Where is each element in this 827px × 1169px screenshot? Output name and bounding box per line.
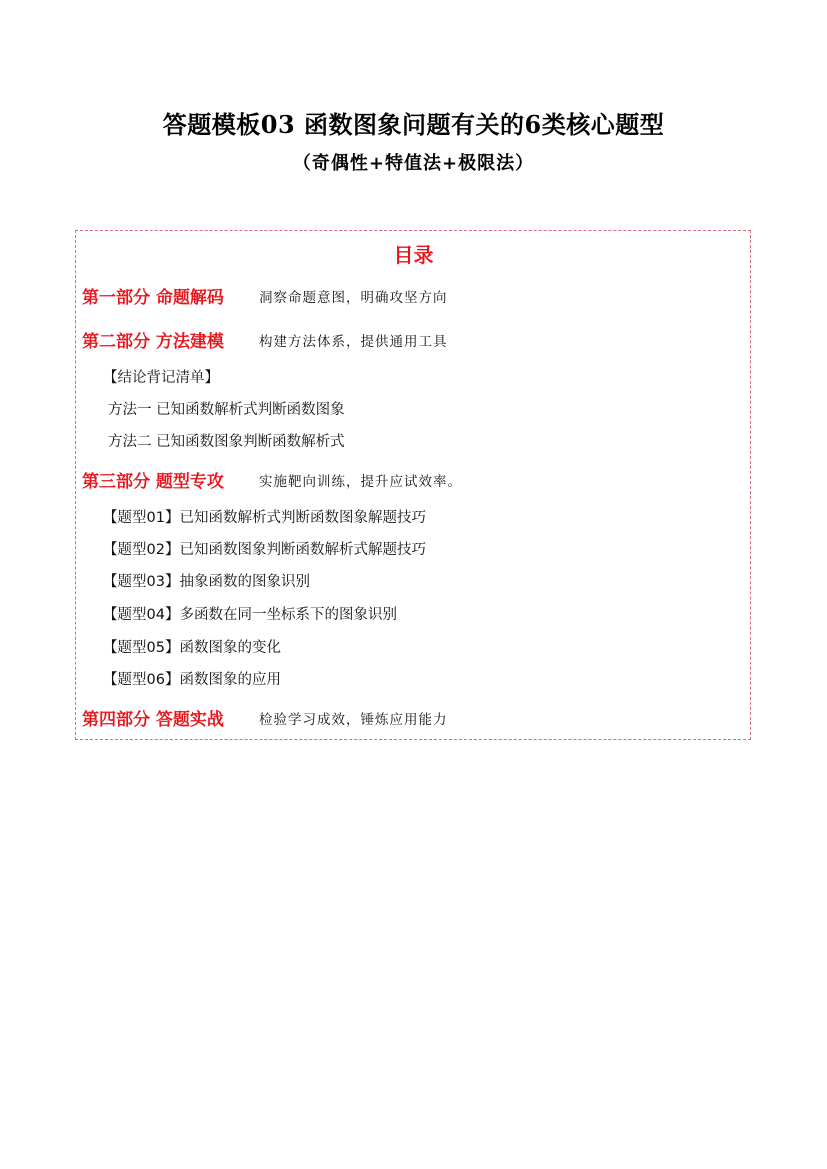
part2-item-method-1: 方法一 已知函数解析式判断函数图象 — [108, 402, 345, 418]
part3-title: 第三部分 题型专攻 — [82, 472, 224, 492]
part3-item-type-01: 【题型01】已知函数解析式判断函数图象解题技巧 — [103, 510, 426, 526]
part3-item-type-03: 【题型03】抽象函数的图象识别 — [103, 574, 310, 590]
part3-description: 实施靶向训练，提升应试效率。 — [259, 474, 462, 490]
part4-title: 第四部分 答题实战 — [82, 710, 224, 730]
part3-item-type-04: 【题型04】多函数在同一坐标系下的图象识别 — [103, 607, 397, 623]
part2-item-conclusion-list: 【结论背记清单】 — [103, 370, 219, 386]
part3-item-type-02: 【题型02】已知函数图象判断函数解析式解题技巧 — [103, 542, 426, 558]
toc-heading: 目录 — [393, 243, 434, 267]
page-title: 答题模板03 函数图象问题有关的6类核心题型 — [162, 110, 665, 139]
part2-description: 构建方法体系，提供通用工具 — [259, 334, 448, 350]
part2-item-method-2: 方法二 已知函数图象判断函数解析式 — [108, 434, 345, 450]
part1-description: 洞察命题意图，明确攻坚方向 — [259, 290, 448, 306]
page-subtitle: （奇偶性+特值法+极限法） — [292, 153, 535, 174]
part1-title: 第一部分 命题解码 — [82, 288, 224, 308]
part2-title: 第二部分 方法建模 — [82, 332, 224, 352]
part3-item-type-05: 【题型05】函数图象的变化 — [103, 640, 281, 656]
part4-description: 检验学习成效，锤炼应用能力 — [259, 712, 448, 728]
part3-item-type-06: 【题型06】函数图象的应用 — [103, 672, 281, 688]
